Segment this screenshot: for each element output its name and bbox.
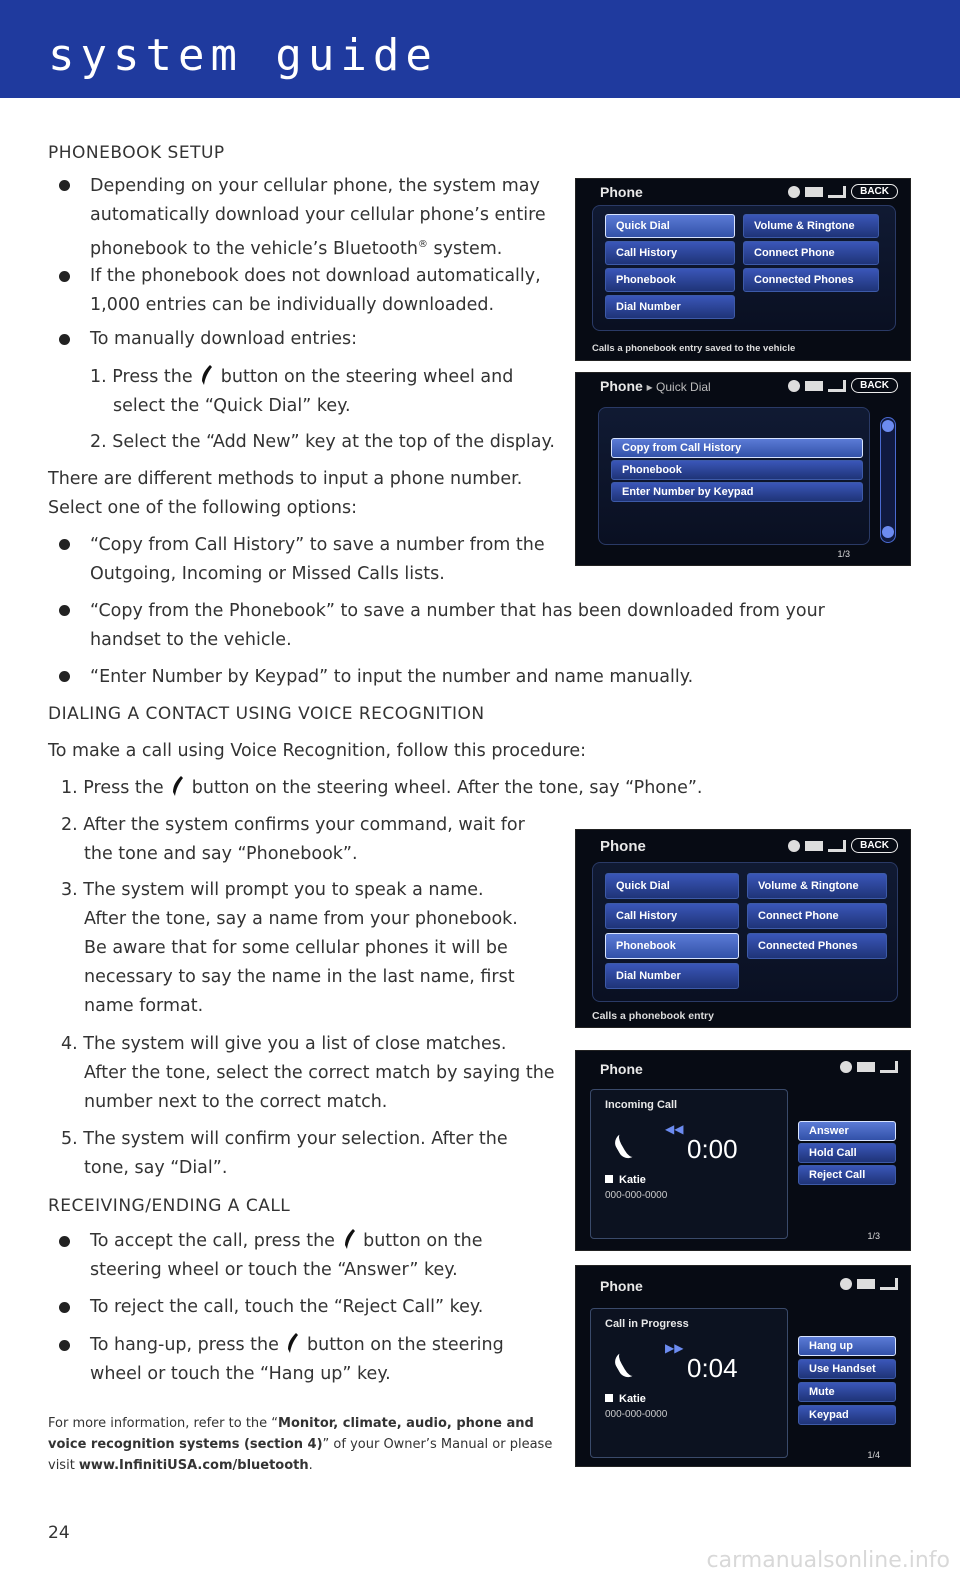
- paragraph-line: To manually download entries:: [90, 329, 358, 349]
- home-icon: [605, 1394, 613, 1402]
- paragraph-line: number next to the correct match.: [84, 1092, 388, 1112]
- screen-hint: Calls a phonebook entry: [592, 1010, 714, 1022]
- paragraph-line: 4. The system will give you a list of close matches.: [61, 1034, 507, 1054]
- bluetooth-icon: [788, 840, 800, 852]
- registered-mark: ®: [417, 239, 428, 250]
- screenshot-phone-menu-phonebook: [575, 829, 911, 1028]
- status-bar: [840, 1278, 898, 1290]
- handset-icon: [611, 1351, 636, 1381]
- phone-button-icon: [344, 1229, 355, 1249]
- quick-dial-button[interactable]: Quick Dial: [605, 873, 739, 899]
- paragraph-line: If the phonebook does not download automatically,: [90, 266, 541, 286]
- volume-ringtone-button[interactable]: Volume & Ringtone: [743, 214, 879, 238]
- hang-up-button[interactable]: Hang up: [798, 1336, 896, 1356]
- footnote: [48, 1413, 568, 1476]
- dial-number-button[interactable]: Dial Number: [605, 963, 739, 989]
- page-indicator: 1/3: [837, 549, 850, 559]
- call-status: Call in Progress: [605, 1318, 689, 1330]
- copy-from-call-history-item[interactable]: Copy from Call History: [611, 438, 863, 458]
- contact-name-text: Katie: [619, 1393, 646, 1405]
- page-title: system guide: [48, 30, 438, 81]
- scrollbar[interactable]: [880, 417, 896, 543]
- contact-name: [605, 1174, 646, 1186]
- paragraph-line: the tone and say “Phonebook”.: [84, 844, 358, 864]
- paragraph-text: To hang-up, press the: [90, 1335, 279, 1355]
- footnote-text: .: [308, 1458, 313, 1473]
- outgoing-arrow-icon: ▶▶: [665, 1341, 684, 1355]
- footnote-url[interactable]: www.InfinitiUSA.com/bluetooth: [78, 1458, 309, 1473]
- keypad-button[interactable]: Keypad: [798, 1405, 896, 1425]
- page-indicator: 1/3: [867, 1231, 880, 1241]
- bluetooth-icon: [840, 1278, 852, 1290]
- dial-number-button[interactable]: Dial Number: [605, 295, 735, 319]
- paragraph-text: system.: [427, 238, 503, 259]
- scroll-up-icon[interactable]: [882, 420, 894, 432]
- battery-icon: [805, 841, 823, 851]
- contact-name: [605, 1393, 646, 1405]
- paragraph-line: Depending on your cellular phone, the system may: [90, 176, 540, 196]
- status-bar: [788, 378, 898, 393]
- paragraph-line: Be aware that for some cellular phones it will be: [84, 938, 508, 958]
- paragraph-text: button on the steering wheel and: [220, 367, 514, 387]
- paragraph-line: After the tone, say a name from your phonebook.: [84, 909, 518, 929]
- bullet-icon: [59, 1302, 70, 1313]
- paragraph-line: 2. Select the “Add New” key at the top of the display.: [90, 432, 555, 452]
- paragraph-text: 1. Press the: [61, 778, 164, 798]
- paragraph-text: 1. Press the: [90, 367, 193, 387]
- connected-phones-button[interactable]: Connected Phones: [747, 933, 887, 959]
- status-bar: [788, 184, 898, 199]
- section-heading-voice-recognition: DIALING A CONTACT USING VOICE RECOGNITION: [48, 704, 485, 724]
- bluetooth-icon: [788, 380, 800, 392]
- paragraph-text: button on the steering wheel. After the tone, say “Phone”.: [191, 778, 703, 798]
- paragraph-line: [61, 774, 703, 803]
- page-indicator: 1/4: [867, 1450, 880, 1460]
- contact-number: 000-000-0000: [605, 1190, 668, 1201]
- hold-call-button[interactable]: Hold Call: [798, 1143, 896, 1163]
- header-bar: [0, 0, 960, 98]
- paragraph-line: [90, 363, 513, 392]
- screen-title: [600, 378, 711, 394]
- reject-call-button[interactable]: Reject Call: [798, 1165, 896, 1185]
- footnote-text: For more information, refer to the “: [48, 1416, 279, 1431]
- bluetooth-icon: [788, 186, 800, 198]
- bullet-icon: [59, 180, 70, 191]
- phone-button-icon: [201, 365, 212, 385]
- paragraph-line: 5. The system will confirm your selection. After the: [61, 1129, 508, 1149]
- bullet-icon: [59, 671, 70, 682]
- paragraph-line: [90, 1331, 504, 1360]
- scroll-down-icon[interactable]: [882, 526, 894, 538]
- answer-button[interactable]: Answer: [798, 1121, 896, 1141]
- enter-number-by-keypad-item[interactable]: Enter Number by Keypad: [611, 482, 863, 502]
- paragraph-line: To reject the call, touch the “Reject Call” key.: [90, 1297, 484, 1317]
- footnote-text: ” of your Owner’s Manual or please visit: [48, 1437, 553, 1473]
- paragraph-line: After the tone, select the correct match by saying the: [84, 1063, 555, 1083]
- connected-phones-button[interactable]: Connected Phones: [743, 268, 879, 292]
- phonebook-item[interactable]: Phonebook: [611, 460, 863, 480]
- screen-title-text: Phone: [600, 378, 643, 394]
- quick-dial-button[interactable]: Quick Dial: [605, 214, 735, 238]
- call-history-button[interactable]: Call History: [605, 241, 735, 265]
- screen-title: Phone: [600, 1278, 643, 1294]
- call-panel: [590, 1308, 788, 1458]
- page-number: 24: [48, 1523, 70, 1543]
- back-button[interactable]: BACK: [851, 378, 898, 393]
- signal-icon: [880, 1061, 898, 1073]
- back-button[interactable]: BACK: [851, 838, 898, 853]
- status-bar: [788, 838, 898, 853]
- paragraph-line: There are different methods to input a phone number.: [48, 469, 523, 489]
- screenshot-quick-dial: [575, 372, 911, 566]
- contact-number: 000-000-0000: [605, 1409, 668, 1420]
- paragraph-line: wheel or touch the “Hang up” key.: [90, 1364, 391, 1384]
- paragraph-line: 2. After the system confirms your command, wait for: [61, 815, 525, 835]
- paragraph-line: handset to the vehicle.: [90, 630, 292, 650]
- paragraph-line: [90, 1227, 482, 1256]
- call-history-button[interactable]: Call History: [605, 903, 739, 929]
- phonebook-button[interactable]: Phonebook: [605, 933, 739, 959]
- paragraph-text: To accept the call, press the: [90, 1231, 335, 1251]
- paragraph-line: Outgoing, Incoming or Missed Calls lists.: [90, 564, 445, 584]
- mute-button[interactable]: Mute: [798, 1382, 896, 1402]
- paragraph-line: “Copy from Call History” to save a number from the: [90, 535, 545, 555]
- bullet-icon: [59, 334, 70, 345]
- call-timer: 0:00: [687, 1134, 738, 1164]
- list-area: [598, 407, 870, 545]
- paragraph-line: necessary to say the name in the last name, first: [84, 967, 515, 987]
- battery-icon: [857, 1279, 875, 1289]
- signal-icon: [828, 186, 846, 198]
- paragraph-line: 1,000 entries can be individually downloaded.: [90, 295, 495, 315]
- bluetooth-icon: [840, 1061, 852, 1073]
- paragraph-text: phonebook to the vehicle’s Bluetooth: [90, 238, 418, 259]
- signal-icon: [828, 380, 846, 392]
- paragraph-line: name format.: [84, 996, 204, 1016]
- back-button[interactable]: BACK: [851, 184, 898, 199]
- phone-button-icon: [287, 1333, 298, 1353]
- screen-title: Phone: [600, 1061, 643, 1077]
- paragraph-line: “Enter Number by Keypad” to input the number and name manually.: [90, 667, 694, 687]
- home-icon: [605, 1175, 613, 1183]
- screenshot-phone-menu: [575, 178, 911, 361]
- section-heading-receiving-call: RECEIVING/ENDING A CALL: [48, 1196, 291, 1216]
- paragraph-text: button on the steering: [307, 1335, 504, 1355]
- use-handset-button[interactable]: Use Handset: [798, 1359, 896, 1379]
- volume-ringtone-button[interactable]: Volume & Ringtone: [747, 873, 887, 899]
- paragraph-text: button on the: [363, 1231, 483, 1251]
- paragraph-line: “Copy from the Phonebook” to save a number that has been downloaded from your: [90, 601, 825, 621]
- signal-icon: [828, 840, 846, 852]
- bullet-icon: [59, 1340, 70, 1351]
- screen-title: Phone: [600, 184, 643, 200]
- call-status: Incoming Call: [605, 1099, 678, 1111]
- paragraph-line: automatically download your cellular phone’s entire: [90, 205, 546, 225]
- menu-area: [592, 862, 898, 1002]
- phonebook-button[interactable]: Phonebook: [605, 268, 735, 292]
- status-bar: [840, 1061, 898, 1073]
- connect-phone-button[interactable]: Connect Phone: [743, 241, 879, 265]
- paragraph-line: [90, 230, 502, 264]
- paragraph-line: select the “Quick Dial” key.: [113, 396, 351, 416]
- screenshot-call-in-progress: [575, 1265, 911, 1467]
- battery-icon: [857, 1062, 875, 1072]
- menu-area: [592, 205, 896, 331]
- paragraph-line: Select one of the following options:: [48, 498, 357, 518]
- paragraph-line: 3. The system will prompt you to speak a name.: [61, 880, 484, 900]
- bullet-icon: [59, 605, 70, 616]
- paragraph-line: steering wheel or touch the “Answer” key.: [90, 1260, 458, 1280]
- screen-title: Phone: [600, 838, 646, 855]
- incoming-arrow-icon: ◀◀: [665, 1122, 684, 1136]
- bullet-icon: [59, 271, 70, 282]
- screen-breadcrumb: ▸ Quick Dial: [646, 380, 711, 394]
- section-heading-phonebook-setup: PHONEBOOK SETUP: [48, 143, 225, 163]
- phone-button-icon: [172, 776, 183, 796]
- paragraph-line: tone, say “Dial”.: [84, 1158, 228, 1178]
- signal-icon: [880, 1278, 898, 1290]
- contact-name-text: Katie: [619, 1174, 646, 1186]
- call-timer: 0:04: [687, 1353, 738, 1383]
- footnote-manual-reference: Monitor, climate, audio, phone and voice recognition systems (section 4): [48, 1416, 534, 1452]
- paragraph-line: To make a call using Voice Recognition, follow this procedure:: [48, 741, 587, 761]
- battery-icon: [805, 381, 823, 391]
- watermark: carmanualsonline.info: [706, 1548, 950, 1573]
- bullet-icon: [59, 539, 70, 550]
- call-panel: [590, 1089, 788, 1239]
- screen-hint: Calls a phonebook entry saved to the vehicle: [592, 343, 796, 354]
- connect-phone-button[interactable]: Connect Phone: [747, 903, 887, 929]
- screenshot-incoming-call: [575, 1050, 911, 1251]
- bullet-icon: [59, 1236, 70, 1247]
- battery-icon: [805, 187, 823, 197]
- handset-icon: [611, 1132, 636, 1162]
